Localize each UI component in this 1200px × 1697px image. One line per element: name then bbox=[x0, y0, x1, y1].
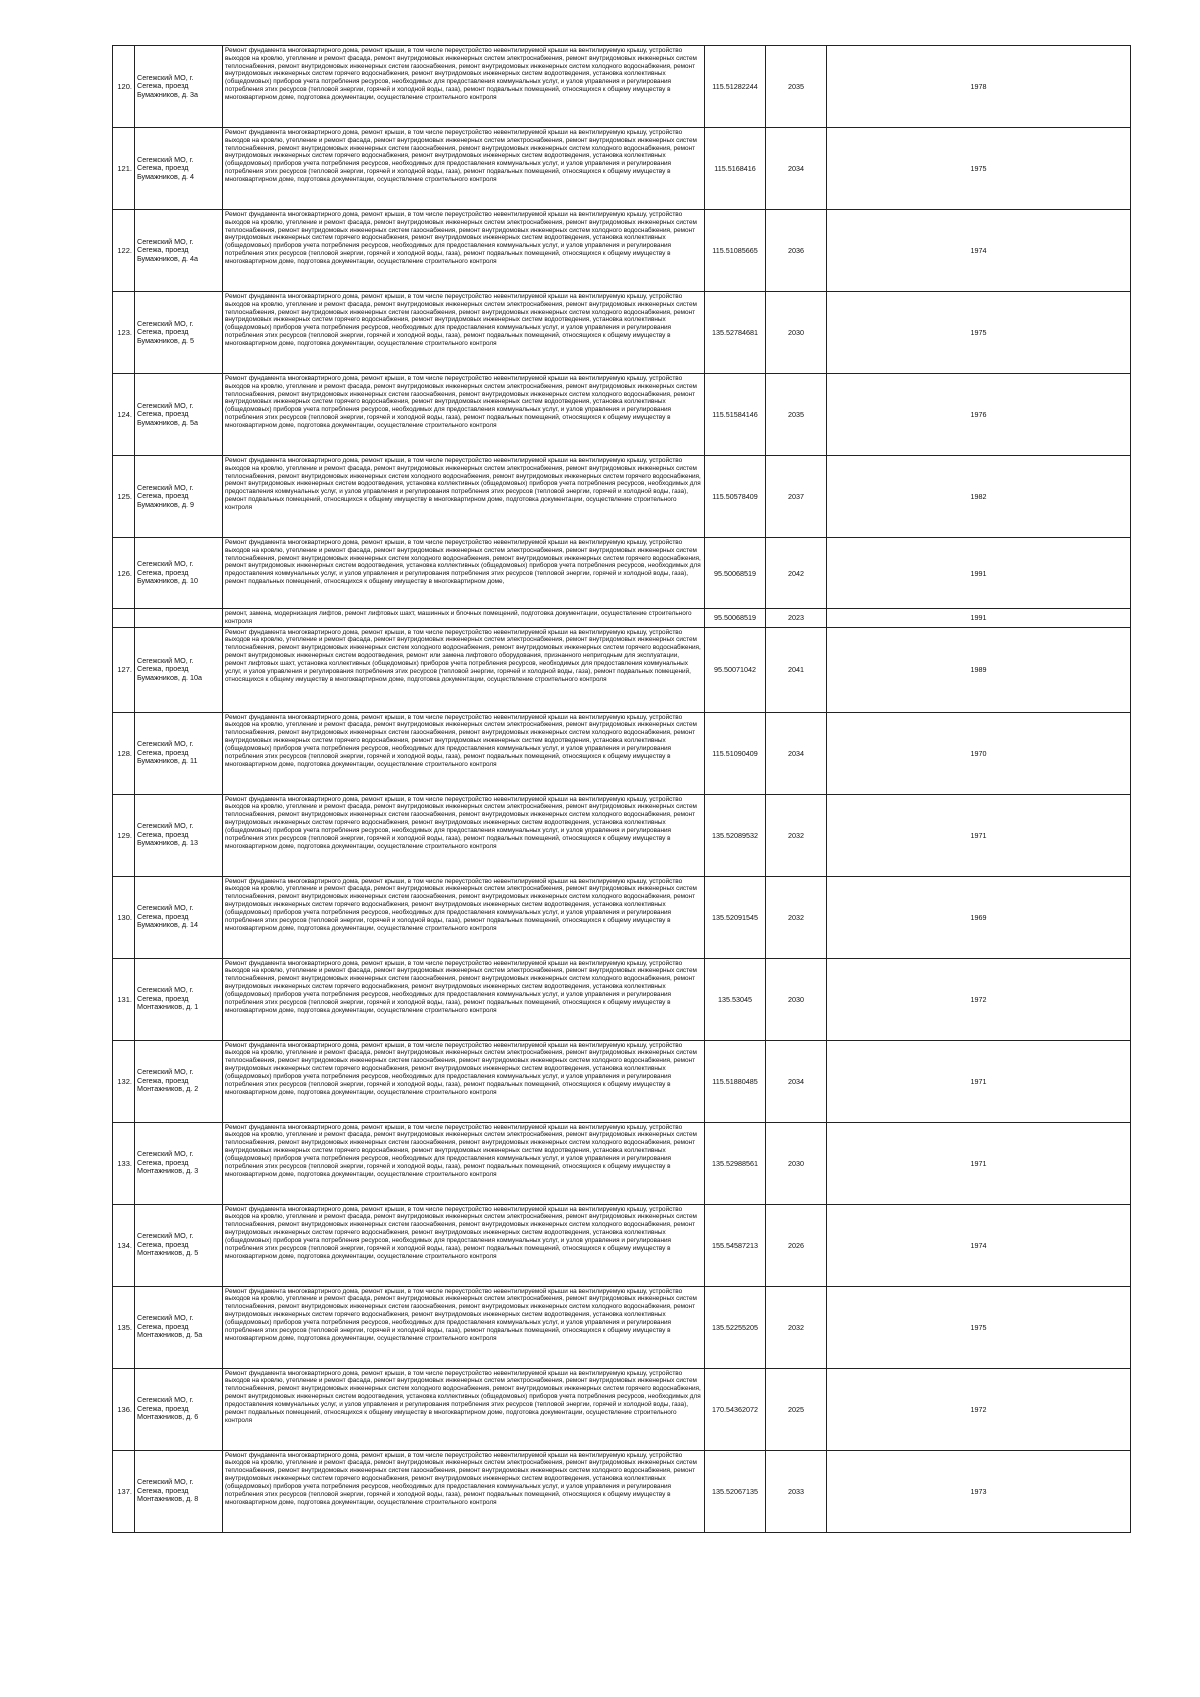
row-number: 125. bbox=[113, 456, 135, 538]
row-number: 135. bbox=[113, 1286, 135, 1368]
row-number: 137. bbox=[113, 1450, 135, 1532]
row-year-built: 1971 bbox=[827, 1122, 1131, 1204]
row-cost: 115.51085665 bbox=[705, 210, 766, 292]
row-address: Сегежский МО, г. Сегежа, проезд Монтажников, д. 5 bbox=[135, 1204, 223, 1286]
row-cost: 95.50071042 bbox=[705, 627, 766, 712]
row-year-built: 1978 bbox=[827, 46, 1131, 128]
row-address: Сегежский МО, г. Сегежа, проезд Бумажников, д. 11 bbox=[135, 712, 223, 794]
table-row bbox=[113, 292, 1131, 374]
table-row bbox=[113, 1450, 1131, 1532]
row-number: 124. bbox=[113, 374, 135, 456]
table-row bbox=[113, 1204, 1131, 1286]
row-cost: 135.52988561 bbox=[705, 1122, 766, 1204]
row-number: 131. bbox=[113, 958, 135, 1040]
row-year-planned: 2030 bbox=[766, 958, 827, 1040]
row-year-planned: 2041 bbox=[766, 627, 827, 712]
row-year-planned: 2037 bbox=[766, 456, 827, 538]
row-cost: 155.54587213 bbox=[705, 1204, 766, 1286]
row-works: Ремонт фундамента многоквартирного дома, ремонт крыши, в том числе переустройство невентилируемой крыши на вентилируемую крышу, устройство выходов на кровлю, утепление и ремонт фасада, ремонт внутридомовых инженерных систем электроснабжения, ремонт внутридомовых инженерных систем теплоснабжения, ремонт внутридомовых инженерных систем газоснабжения, ремонт внутридомовых инженерных систем холодного водоснабжения, ремонт внутридомовых инженерных систем горячего водоснабжения, ремонт внутридомовых инженерных систем водоотведения, установка коллективных (общедомовых) приборов учета потребления ресурсов, необходимых для предоставления коммунальных услуг, и узлов управления и регулирования потребления этих ресурсов (тепловой энергии, горячей и холодной воды, газа), ремонт подвальных помещений, относящихся к общему имуществу в многоквартирном доме, подготовка документации, осуществление строительного контроля bbox=[223, 292, 705, 374]
row-cost: 95.50068519 bbox=[705, 538, 766, 609]
row-year-built: 1991 bbox=[827, 538, 1131, 609]
table-row bbox=[113, 1122, 1131, 1204]
row-works: Ремонт фундамента многоквартирного дома, ремонт крыши, в том числе переустройство невентилируемой крыши на вентилируемую крышу, устройство выходов на кровлю, утепление и ремонт фасада, ремонт внутридомовых инженерных систем электроснабжения, ремонт внутридомовых инженерных систем теплоснабжения, ремонт внутридомовых инженерных систем газоснабжения, ремонт внутридомовых инженерных систем холодного водоснабжения, ремонт внутридомовых инженерных систем горячего водоснабжения, ремонт внутридомовых инженерных систем водоотведения, установка коллективных (общедомовых) приборов учета потребления ресурсов, необходимых для предоставления коммунальных услуг, и узлов управления и регулирования потребления этих ресурсов (тепловой энергии, горячей и холодной воды, газа), ремонт подвальных помещений, относящихся к общему имуществу в многоквартирном доме, подготовка документации, осуществление строительного контроля bbox=[223, 374, 705, 456]
row-cost: 135.52091545 bbox=[705, 876, 766, 958]
row-year-planned: 2030 bbox=[766, 292, 827, 374]
table-row bbox=[113, 794, 1131, 876]
table-row bbox=[113, 374, 1131, 456]
row-cost: 135.53045 bbox=[705, 958, 766, 1040]
row-address: Сегежский МО, г. Сегежа, проезд Бумажников, д. 5а bbox=[135, 374, 223, 456]
row-address: Сегежский МО, г. Сегежа, проезд Бумажников, д. 14 bbox=[135, 876, 223, 958]
row-year-built: 1973 bbox=[827, 1450, 1131, 1532]
row-works: Ремонт фундамента многоквартирного дома, ремонт крыши, в том числе переустройство невентилируемой крыши на вентилируемую крышу, устройство выходов на кровлю, утепление и ремонт фасада, ремонт внутридомовых инженерных систем электроснабжения, ремонт внутридомовых инженерных систем теплоснабжения, ремонт внутридомовых инженерных систем холодного водоснабжения, ремонт внутридомовых инженерных систем горячего водоснабжения, ремонт внутридомовых инженерных систем водоотведения, установка коллективных (общедомовых) приборов учета потребления ресурсов, необходимых для предоставления коммунальных услуг, и узлов управления и регулирования потребления этих ресурсов (тепловой энергии, горячей и холодной воды, газа), ремонт подвальных помещений, относящихся к общему имуществу в многоквартирном доме, подготовка документации, осуществление строительного контроля bbox=[223, 1368, 705, 1450]
row-address: Сегежский МО, г. Сегежа, проезд Бумажников, д. 4а bbox=[135, 210, 223, 292]
table-row bbox=[113, 1368, 1131, 1450]
row-works: Ремонт фундамента многоквартирного дома, ремонт крыши, в том числе переустройство невентилируемой крыши на вентилируемую крышу, устройство выходов на кровлю, утепление и ремонт фасада, ремонт внутридомовых инженерных систем электроснабжения, ремонт внутридомовых инженерных систем теплоснабжения, ремонт внутридомовых инженерных систем газоснабжения, ремонт внутридомовых инженерных систем холодного водоснабжения, ремонт внутридомовых инженерных систем горячего водоснабжения, ремонт внутридомовых инженерных систем водоотведения, установка коллективных (общедомовых) приборов учета потребления ресурсов, необходимых для предоставления коммунальных услуг, и узлов управления и регулирования потребления этих ресурсов (тепловой энергии, горячей и холодной воды, газа), ремонт подвальных помещений, относящихся к общему имуществу в многоквартирном доме, подготовка документации, осуществление строительного контроля bbox=[223, 1122, 705, 1204]
row-number: 121. bbox=[113, 128, 135, 210]
row-number: 134. bbox=[113, 1204, 135, 1286]
row-works: Ремонт фундамента многоквартирного дома, ремонт крыши, в том числе переустройство невентилируемой крыши на вентилируемую крышу, устройство выходов на кровлю, утепление и ремонт фасада, ремонт внутридомовых инженерных систем электроснабжения, ремонт внутридомовых инженерных систем теплоснабжения, ремонт внутридомовых инженерных систем холодного водоснабжения, ремонт внутридомовых инженерных систем горячего водоснабжения, ремонт внутридомовых инженерных систем водоотведения, установка коллективных (общедомовых) приборов учета потребления ресурсов, необходимых для предоставления коммунальных услуг, и узлов управления и регулирования потребления этих ресурсов (тепловой энергии, горячей и холодной воды, газа), ремонт подвальных помещений, относящихся к общему имуществу в многоквартирном доме, bbox=[223, 538, 705, 609]
table-row bbox=[113, 538, 1131, 609]
row-year-built: 1969 bbox=[827, 876, 1131, 958]
row-year-built: 1971 bbox=[827, 794, 1131, 876]
row-cost: 115.51282244 bbox=[705, 46, 766, 128]
row-year-planned: 2033 bbox=[766, 1450, 827, 1532]
row-cost: 115.51584146 bbox=[705, 374, 766, 456]
row-cost: 135.52089532 bbox=[705, 794, 766, 876]
row-year-planned: 2025 bbox=[766, 1368, 827, 1450]
row-year-built: 1991 bbox=[827, 609, 1131, 628]
row-works: Ремонт фундамента многоквартирного дома, ремонт крыши, в том числе переустройство невентилируемой крыши на вентилируемую крышу, устройство выходов на кровлю, утепление и ремонт фасада, ремонт внутридомовых инженерных систем электроснабжения, ремонт внутридомовых инженерных систем теплоснабжения, ремонт внутридомовых инженерных систем газоснабжения, ремонт внутридомовых инженерных систем холодного водоснабжения, ремонт внутридомовых инженерных систем горячего водоснабжения, ремонт внутридомовых инженерных систем водоотведения, установка коллективных (общедомовых) приборов учета потребления ресурсов, необходимых для предоставления коммунальных услуг, и узлов управления и регулирования потребления этих ресурсов (тепловой энергии, горячей и холодной воды, газа), ремонт подвальных помещений, относящихся к общему имуществу в многоквартирном доме, подготовка документации, осуществление строительного контроля bbox=[223, 1204, 705, 1286]
row-cost: 170.54362072 bbox=[705, 1368, 766, 1450]
row-address: Сегежский МО, г. Сегежа, проезд Бумажников, д. 10 bbox=[135, 538, 223, 609]
table-row bbox=[113, 210, 1131, 292]
table-row bbox=[113, 958, 1131, 1040]
row-address: Сегежский МО, г. Сегежа, проезд Бумажников, д. 3а bbox=[135, 46, 223, 128]
row-number: 130. bbox=[113, 876, 135, 958]
row-address: Сегежский МО, г. Сегежа, проезд Монтажников, д. 6 bbox=[135, 1368, 223, 1450]
table-row bbox=[113, 46, 1131, 128]
row-cost: 135.52784681 bbox=[705, 292, 766, 374]
row-year-planned: 2035 bbox=[766, 374, 827, 456]
row-year-built: 1975 bbox=[827, 128, 1131, 210]
row-year-built: 1972 bbox=[827, 958, 1131, 1040]
row-number: 129. bbox=[113, 794, 135, 876]
row-number: 123. bbox=[113, 292, 135, 374]
row-works: Ремонт фундамента многоквартирного дома, ремонт крыши, в том числе переустройство невентилируемой крыши на вентилируемую крышу, устройство выходов на кровлю, утепление и ремонт фасада, ремонт внутридомовых инженерных систем электроснабжения, ремонт внутридомовых инженерных систем теплоснабжения, ремонт внутридомовых инженерных систем газоснабжения, ремонт внутридомовых инженерных систем холодного водоснабжения, ремонт внутридомовых инженерных систем горячего водоснабжения, ремонт внутридомовых инженерных систем водоотведения, установка коллективных (общедомовых) приборов учета потребления ресурсов, необходимых для предоставления коммунальных услуг, и узлов управления и регулирования потребления этих ресурсов (тепловой энергии, горячей и холодной воды, газа), ремонт подвальных помещений, относящихся к общему имуществу в многоквартирном доме, подготовка документации, осуществление строительного контроля bbox=[223, 712, 705, 794]
row-year-planned: 2034 bbox=[766, 1040, 827, 1122]
table-row bbox=[113, 627, 1131, 712]
row-number: 122. bbox=[113, 210, 135, 292]
row-address: Сегежский МО, г. Сегежа, проезд Бумажников, д. 5 bbox=[135, 292, 223, 374]
row-works: Ремонт фундамента многоквартирного дома, ремонт крыши, в том числе переустройство невентилируемой крыши на вентилируемую крышу, устройство выходов на кровлю, утепление и ремонт фасада, ремонт внутридомовых инженерных систем электроснабжения, ремонт внутридомовых инженерных систем теплоснабжения, ремонт внутридомовых инженерных систем холодного водоснабжения, ремонт внутридомовых инженерных систем горячего водоснабжения, ремонт внутридомовых инженерных систем водоотведения, ремонт или замена лифтового оборудования, признанного непригодным для эксплуатации, ремонт лифтовых шахт, установка коллективных (общедомовых) приборов учета потребления ресурсов, необходимых для предоставления коммунальных услуг, и узлов управления и регулирования потребления этих ресурсов (тепловой энергии, горячей и холодной воды, газа), ремонт подвальных помещений, относящихся к общему имуществу в многоквартирном доме, подготовка документации, осуществление строительного контроля bbox=[223, 627, 705, 712]
row-number: 133. bbox=[113, 1122, 135, 1204]
row-works: Ремонт фундамента многоквартирного дома, ремонт крыши, в том числе переустройство невентилируемой крыши на вентилируемую крышу, устройство выходов на кровлю, утепление и ремонт фасада, ремонт внутридомовых инженерных систем электроснабжения, ремонт внутридомовых инженерных систем теплоснабжения, ремонт внутридомовых инженерных систем газоснабжения, ремонт внутридомовых инженерных систем холодного водоснабжения, ремонт внутридомовых инженерных систем горячего водоснабжения, ремонт внутридомовых инженерных систем водоотведения, установка коллективных (общедомовых) приборов учета потребления ресурсов, необходимых для предоставления коммунальных услуг, и узлов управления и регулирования потребления этих ресурсов (тепловой энергии, горячей и холодной воды, газа), ремонт подвальных помещений, относящихся к общему имуществу в многоквартирном доме, подготовка документации, осуществление строительного контроля bbox=[223, 876, 705, 958]
table-body bbox=[113, 46, 1131, 1533]
row-works: Ремонт фундамента многоквартирного дома, ремонт крыши, в том числе переустройство невентилируемой крыши на вентилируемую крышу, устройство выходов на кровлю, утепление и ремонт фасада, ремонт внутридомовых инженерных систем электроснабжения, ремонт внутридомовых инженерных систем теплоснабжения, ремонт внутридомовых инженерных систем газоснабжения, ремонт внутридомовых инженерных систем холодного водоснабжения, ремонт внутридомовых инженерных систем горячего водоснабжения, ремонт внутридомовых инженерных систем водоотведения, установка коллективных (общедомовых) приборов учета потребления ресурсов, необходимых для предоставления коммунальных услуг, и узлов управления и регулирования потребления этих ресурсов (тепловой энергии, горячей и холодной воды, газа), ремонт подвальных помещений, относящихся к общему имуществу в многоквартирном доме, подготовка документации, осуществление строительного контроля bbox=[223, 1450, 705, 1532]
row-address: Сегежский МО, г. Сегежа, проезд Монтажников, д. 2 bbox=[135, 1040, 223, 1122]
row-year-built: 1971 bbox=[827, 1040, 1131, 1122]
row-year-built: 1982 bbox=[827, 456, 1131, 538]
row-number: 132. bbox=[113, 1040, 135, 1122]
row-cost: 115.50578409 bbox=[705, 456, 766, 538]
row-number: 127. bbox=[113, 627, 135, 712]
row-year-planned: 2032 bbox=[766, 794, 827, 876]
row-year-built: 1972 bbox=[827, 1368, 1131, 1450]
row-cost: 115.51090409 bbox=[705, 712, 766, 794]
row-year-built: 1975 bbox=[827, 1286, 1131, 1368]
row-year-built: 1970 bbox=[827, 712, 1131, 794]
row-year-planned: 2036 bbox=[766, 210, 827, 292]
row-year-built: 1974 bbox=[827, 210, 1131, 292]
row-works: Ремонт фундамента многоквартирного дома, ремонт крыши, в том числе переустройство невентилируемой крыши на вентилируемую крышу, устройство выходов на кровлю, утепление и ремонт фасада, ремонт внутридомовых инженерных систем электроснабжения, ремонт внутридомовых инженерных систем теплоснабжения, ремонт внутридомовых инженерных систем холодного водоснабжения, ремонт внутридомовых инженерных систем горячего водоснабжения, ремонт внутридомовых инженерных систем водоотведения, установка коллективных (общедомовых) приборов учета потребления ресурсов, необходимых для предоставления коммунальных услуг, и узлов управления и регулирования потребления этих ресурсов (тепловой энергии, горячей и холодной воды, газа), ремонт подвальных помещений, относящихся к общему имуществу в многоквартирном доме, подготовка документации, осуществление строительного контроля bbox=[223, 456, 705, 538]
row-address: Сегежский МО, г. Сегежа, проезд Бумажников, д. 9 bbox=[135, 456, 223, 538]
row-works: Ремонт фундамента многоквартирного дома, ремонт крыши, в том числе переустройство невентилируемой крыши на вентилируемую крышу, устройство выходов на кровлю, утепление и ремонт фасада, ремонт внутридомовых инженерных систем электроснабжения, ремонт внутридомовых инженерных систем теплоснабжения, ремонт внутридомовых инженерных систем газоснабжения, ремонт внутридомовых инженерных систем холодного водоснабжения, ремонт внутридомовых инженерных систем горячего водоснабжения, ремонт внутридомовых инженерных систем водоотведения, установка коллективных (общедомовых) приборов учета потребления ресурсов, необходимых для предоставления коммунальных услуг, и узлов управления и регулирования потребления этих ресурсов (тепловой энергии, горячей и холодной воды, газа), ремонт подвальных помещений, относящихся к общему имуществу в многоквартирном доме, подготовка документации, осуществление строительного контроля bbox=[223, 210, 705, 292]
table-row bbox=[113, 609, 1131, 628]
row-number: 120. bbox=[113, 46, 135, 128]
row-year-planned: 2030 bbox=[766, 1122, 827, 1204]
row-address: Сегежский МО, г. Сегежа, проезд Бумажников, д. 10а bbox=[135, 627, 223, 712]
row-year-planned: 2023 bbox=[766, 609, 827, 628]
row-cost: 115.51880485 bbox=[705, 1040, 766, 1122]
row-works: ремонт, замена, модернизация лифтов, ремонт лифтовых шахт, машинных и блочных помещений, подготовка документации, осуществление строительного контроля bbox=[223, 609, 705, 628]
row-works: Ремонт фундамента многоквартирного дома, ремонт крыши, в том числе переустройство невентилируемой крыши на вентилируемую крышу, устройство выходов на кровлю, утепление и ремонт фасада, ремонт внутридомовых инженерных систем электроснабжения, ремонт внутридомовых инженерных систем теплоснабжения, ремонт внутридомовых инженерных систем газоснабжения, ремонт внутридомовых инженерных систем холодного водоснабжения, ремонт внутридомовых инженерных систем горячего водоснабжения, ремонт внутридомовых инженерных систем водоотведения, установка коллективных (общедомовых) приборов учета потребления ресурсов, необходимых для предоставления коммунальных услуг, и узлов управления и регулирования потребления этих ресурсов (тепловой энергии, горячей и холодной воды, газа), ремонт подвальных помещений, относящихся к общему имуществу в многоквартирном доме, подготовка документации, осуществление строительного контроля bbox=[223, 46, 705, 128]
row-cost: 95.50068519 bbox=[705, 609, 766, 628]
row-address: Сегежский МО, г. Сегежа, проезд Монтажников, д. 3 bbox=[135, 1122, 223, 1204]
row-year-built: 1989 bbox=[827, 627, 1131, 712]
row-year-built: 1975 bbox=[827, 292, 1131, 374]
row-year-planned: 2032 bbox=[766, 1286, 827, 1368]
row-number: 136. bbox=[113, 1368, 135, 1450]
row-cost: 135.52255205 bbox=[705, 1286, 766, 1368]
row-address: Сегежский МО, г. Сегежа, проезд Монтажников, д. 1 bbox=[135, 958, 223, 1040]
row-address bbox=[135, 609, 223, 628]
row-year-planned: 2032 bbox=[766, 876, 827, 958]
row-year-planned: 2034 bbox=[766, 712, 827, 794]
table-row bbox=[113, 128, 1131, 210]
row-year-planned: 2034 bbox=[766, 128, 827, 210]
row-year-built: 1974 bbox=[827, 1204, 1131, 1286]
row-works: Ремонт фундамента многоквартирного дома, ремонт крыши, в том числе переустройство невентилируемой крыши на вентилируемую крышу, устройство выходов на кровлю, утепление и ремонт фасада, ремонт внутридомовых инженерных систем электроснабжения, ремонт внутридомовых инженерных систем теплоснабжения, ремонт внутридомовых инженерных систем газоснабжения, ремонт внутридомовых инженерных систем холодного водоснабжения, ремонт внутридомовых инженерных систем горячего водоснабжения, ремонт внутридомовых инженерных систем водоотведения, установка коллективных (общедомовых) приборов учета потребления ресурсов, необходимых для предоставления коммунальных услуг, и узлов управления и регулирования потребления этих ресурсов (тепловой энергии, горячей и холодной воды, газа), ремонт подвальных помещений, относящихся к общему имуществу в многоквартирном доме, подготовка документации, осуществление строительного контроля bbox=[223, 794, 705, 876]
repair-program-table bbox=[112, 45, 1131, 1533]
row-address: Сегежский МО, г. Сегежа, проезд Бумажников, д. 4 bbox=[135, 128, 223, 210]
row-works: Ремонт фундамента многоквартирного дома, ремонт крыши, в том числе переустройство невентилируемой крыши на вентилируемую крышу, устройство выходов на кровлю, утепление и ремонт фасада, ремонт внутридомовых инженерных систем электроснабжения, ремонт внутридомовых инженерных систем теплоснабжения, ремонт внутридомовых инженерных систем газоснабжения, ремонт внутридомовых инженерных систем холодного водоснабжения, ремонт внутридомовых инженерных систем горячего водоснабжения, ремонт внутридомовых инженерных систем водоотведения, установка коллективных (общедомовых) приборов учета потребления ресурсов, необходимых для предоставления коммунальных услуг, и узлов управления и регулирования потребления этих ресурсов (тепловой энергии, горячей и холодной воды, газа), ремонт подвальных помещений, относящихся к общему имуществу в многоквартирном доме, подготовка документации, осуществление строительного контроля bbox=[223, 1286, 705, 1368]
table-row bbox=[113, 876, 1131, 958]
row-works: Ремонт фундамента многоквартирного дома, ремонт крыши, в том числе переустройство невентилируемой крыши на вентилируемую крышу, устройство выходов на кровлю, утепление и ремонт фасада, ремонт внутридомовых инженерных систем электроснабжения, ремонт внутридомовых инженерных систем теплоснабжения, ремонт внутридомовых инженерных систем газоснабжения, ремонт внутридомовых инженерных систем холодного водоснабжения, ремонт внутридомовых инженерных систем горячего водоснабжения, ремонт внутридомовых инженерных систем водоотведения, установка коллективных (общедомовых) приборов учета потребления ресурсов, необходимых для предоставления коммунальных услуг, и узлов управления и регулирования потребления этих ресурсов (тепловой энергии, горячей и холодной воды, газа), ремонт подвальных помещений, относящихся к общему имуществу в многоквартирном доме, подготовка документации, осуществление строительного контроля bbox=[223, 128, 705, 210]
table-row bbox=[113, 456, 1131, 538]
row-number: 126. bbox=[113, 538, 135, 609]
row-works: Ремонт фундамента многоквартирного дома, ремонт крыши, в том числе переустройство невентилируемой крыши на вентилируемую крышу, устройство выходов на кровлю, утепление и ремонт фасада, ремонт внутридомовых инженерных систем электроснабжения, ремонт внутридомовых инженерных систем теплоснабжения, ремонт внутридомовых инженерных систем газоснабжения, ремонт внутридомовых инженерных систем холодного водоснабжения, ремонт внутридомовых инженерных систем горячего водоснабжения, ремонт внутридомовых инженерных систем водоотведения, установка коллективных (общедомовых) приборов учета потребления ресурсов, необходимых для предоставления коммунальных услуг, и узлов управления и регулирования потребления этих ресурсов (тепловой энергии, горячей и холодной воды, газа), ремонт подвальных помещений, относящихся к общему имуществу в многоквартирном доме, подготовка документации, осуществление строительного контроля bbox=[223, 1040, 705, 1122]
row-address: Сегежский МО, г. Сегежа, проезд Монтажников, д. 8 bbox=[135, 1450, 223, 1532]
row-number bbox=[113, 609, 135, 628]
row-number: 128. bbox=[113, 712, 135, 794]
row-address: Сегежский МО, г. Сегежа, проезд Бумажников, д. 13 bbox=[135, 794, 223, 876]
row-year-built: 1976 bbox=[827, 374, 1131, 456]
table-row bbox=[113, 1286, 1131, 1368]
row-year-planned: 2026 bbox=[766, 1204, 827, 1286]
row-cost: 135.52067135 bbox=[705, 1450, 766, 1532]
row-year-planned: 2042 bbox=[766, 538, 827, 609]
table-row bbox=[113, 712, 1131, 794]
table-row bbox=[113, 1040, 1131, 1122]
row-year-planned: 2035 bbox=[766, 46, 827, 128]
row-address: Сегежский МО, г. Сегежа, проезд Монтажников, д. 5а bbox=[135, 1286, 223, 1368]
row-cost: 115.5168416 bbox=[705, 128, 766, 210]
row-works: Ремонт фундамента многоквартирного дома, ремонт крыши, в том числе переустройство невентилируемой крыши на вентилируемую крышу, устройство выходов на кровлю, утепление и ремонт фасада, ремонт внутридомовых инженерных систем электроснабжения, ремонт внутридомовых инженерных систем теплоснабжения, ремонт внутридомовых инженерных систем газоснабжения, ремонт внутридомовых инженерных систем холодного водоснабжения, ремонт внутридомовых инженерных систем горячего водоснабжения, ремонт внутридомовых инженерных систем водоотведения, установка коллективных (общедомовых) приборов учета потребления ресурсов, необходимых для предоставления коммунальных услуг, и узлов управления и регулирования потребления этих ресурсов (тепловой энергии, горячей и холодной воды, газа), ремонт подвальных помещений, относящихся к общему имуществу в многоквартирном доме, подготовка документации, осуществление строительного контроля bbox=[223, 958, 705, 1040]
